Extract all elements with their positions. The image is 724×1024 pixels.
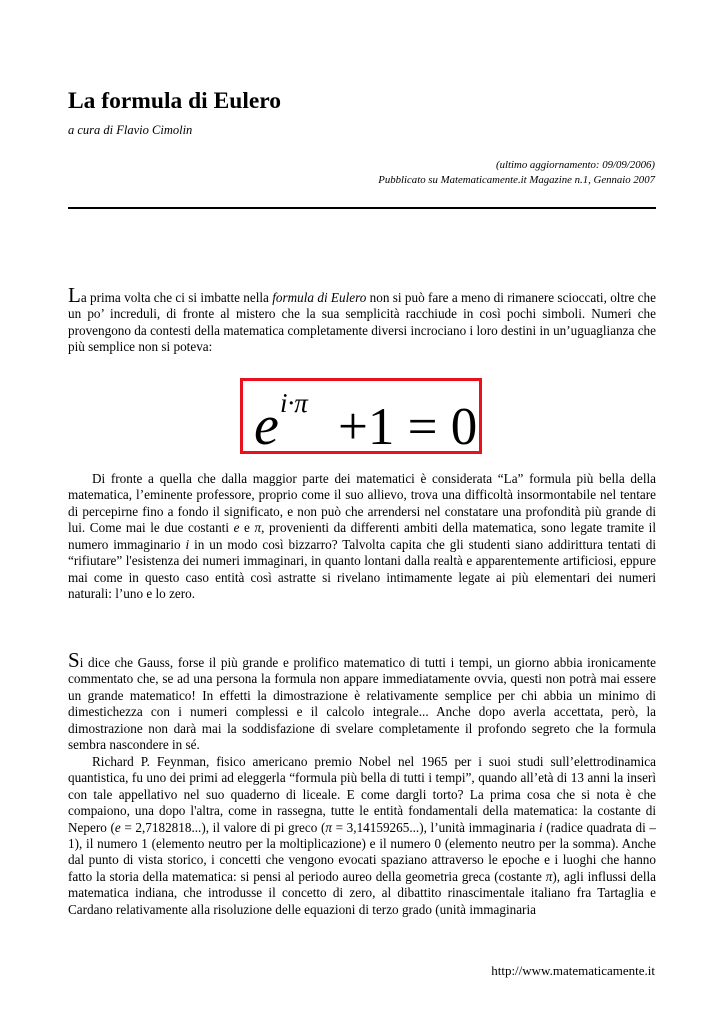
footer-url: http://www.matematicamente.it xyxy=(491,963,655,978)
intro-text-2: non si può fare a meno di rimanere scioccati, oltre che un po’ increduli, di fronte al mistero che la sua semplicità racchiude in così pochi simboli. Numeri che provengono da contesti della matematica completamente diversi incrociano i loro destini in un’uguaglianza che più semplice non si poteva: xyxy=(68,290,656,355)
intro-emphasis: formula di Eulero xyxy=(272,290,367,305)
author-line: a cura di Flavio Cimolin xyxy=(68,123,193,137)
euler-formula xyxy=(250,382,480,452)
p4-text-5: ), agli influssi della matematica indiana, che introdusse il concetto di zero, al dibattito rinascimentale italiano fra Tartaglia e Cardano relativamente alla risoluzione delle equazioni di terzo grado (unità immaginaria xyxy=(68,868,656,917)
paragraph-2 xyxy=(68,471,656,603)
p4-text-1: Richard P. Feynman, fisico americano premio Nobel nel 1965 per i suoi studi sull’elettrodinamica quantistica, fu uno dei primi ad eleggerla “formula più bella di tutti i tempi”, quando all’età di 13 anni la inserì con tale appellativo nel suo quaderno di liceale. E come dargli torto? La prima cosa che si nota è che compaiono, una dopo l'altra, come in rassegna, tutte le entità fondamentali della matematica: la costante di Nepero ( xyxy=(68,753,656,835)
p2-text-2: , provenienti da differenti ambiti della matematica, sono legate tramite il numero immaginario xyxy=(68,520,657,552)
p2-and: e xyxy=(239,520,255,536)
p2-i-symbol: i xyxy=(185,536,190,552)
p4-text-2: = 2,7182818...), il valore di pi greco ( xyxy=(120,819,326,835)
document-title: La formula di Eulero xyxy=(68,88,282,114)
p2-text-3: in un modo così bizzarro? Talvolta capita che gli studenti siano addirittura tentati di “rifiutare” l'esistenza dei numeri immaginari, in quanto lontani dalla realtà e apparentemente artificiosi, eppure mai come in questo caso entità così astratte si rivelano intimamente legate ai più elementari dei numeri naturali: l’uno e lo zero. xyxy=(68,536,657,602)
intro-paragraph xyxy=(68,283,656,356)
p4-text-3: = 3,14159265...), l’unità immaginaria xyxy=(331,819,539,835)
intro-text-1: a prima volta che ci si imbatte nella xyxy=(80,290,273,305)
formula-exponent: i·π xyxy=(280,388,308,418)
p4-pi-symbol: π xyxy=(325,819,332,835)
p4-i-symbol: i xyxy=(538,819,543,835)
p2-pi-symbol: π xyxy=(254,520,262,536)
intro-dropcap: L xyxy=(68,283,81,307)
p4-text-4: (radice quadrata di –1), il numero 1 (elemento neutro per la moltiplicazione) e il numero 0 (elemento neutro per la somma). Anche dal punto di vista storico, i concetti che vengono evocati spaziano attraverso le epoche e i luoghi che hanno fatto la storia della matematica: si pensi al periodo aureo della geometria greca (costante xyxy=(68,819,656,884)
paragraph-3 xyxy=(68,648,656,918)
p4-e-symbol: e xyxy=(114,819,121,835)
published-note: Pubblicato su Matematicamente.it Magazine n.1, Gennaio 2007 xyxy=(378,174,655,186)
p3-dropcap: S xyxy=(68,648,80,672)
formula-rest: +1 = 0 xyxy=(338,398,478,452)
paragraph-4 xyxy=(68,754,656,919)
p2-text-1: Di fronte a quella che dalla maggior parte dei matematici è considerata “La” formula più bella della matematica, l’eminente professore, proprio come il suo allievo, trova una difficoltà insormontabile nel tentare di percepirne fino a fondo il significato, e non può che arrendersi nel constatare una profondità più grande di lui. Come mai le due costanti xyxy=(68,471,656,536)
p2-e-symbol: e xyxy=(233,520,240,536)
p4-pi-symbol-2: π xyxy=(545,868,553,884)
p3-text: i dice che Gauss, forse il più grande e prolifico matematico di tutti i tempi, un giorno abbia ironicamente commentato che, se ad una persona la formula non appare immediatamente ovvia, questi non potrà mai essere un grande matematico! In effetti la dimostrazione è relativamente semplice per chi abbia un minimo di dimestichezza con i numeri complessi e il calcolo integrale... Anche dopo averla accettata, però, la dimostrazione non darà mai la soddisfazione di svelare completamente il profondo segreto che la formula sembra nascondere in sé. xyxy=(68,655,656,753)
header-divider xyxy=(68,207,656,209)
formula-base: e xyxy=(254,395,279,452)
last-updated: (ultimo aggiornamento: 09/09/2006) xyxy=(496,159,655,171)
publication-info xyxy=(378,158,655,188)
